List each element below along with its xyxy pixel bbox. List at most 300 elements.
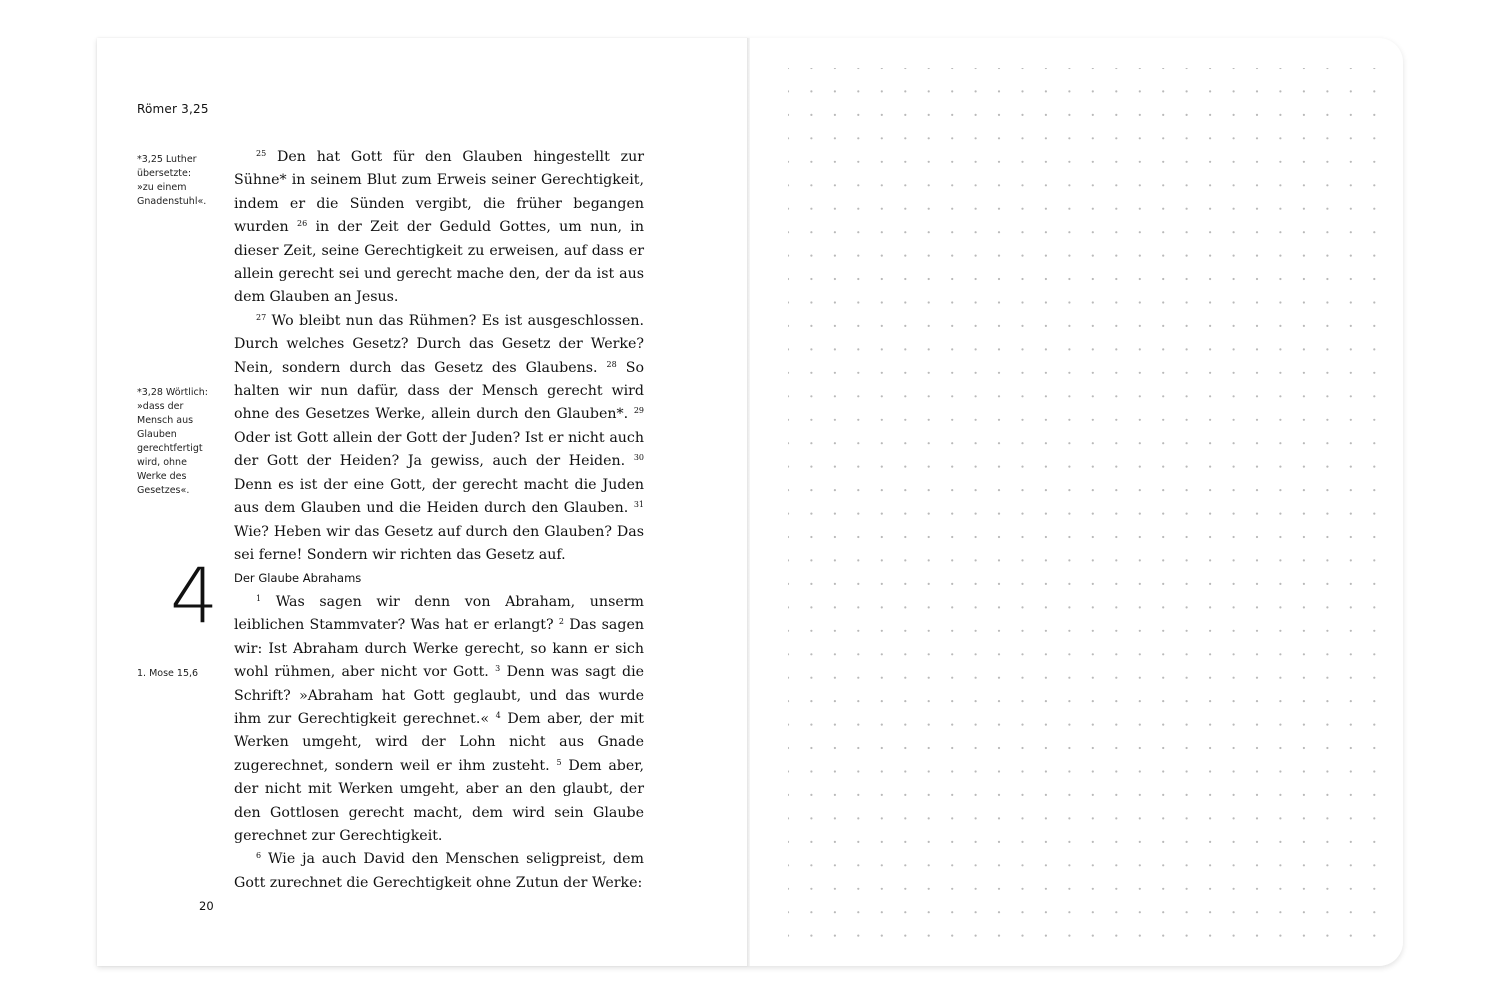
grid-dot: [1092, 606, 1094, 608]
grid-dot: [998, 536, 1000, 538]
grid-dot: [810, 137, 812, 139]
grid-dot: [810, 278, 812, 280]
grid-dot: [1021, 911, 1023, 913]
grid-dot: [1256, 255, 1258, 257]
grid-dot: [1068, 888, 1070, 890]
grid-dot: [1233, 348, 1235, 350]
grid-dot: [1021, 513, 1023, 515]
grid-dot: [1279, 630, 1281, 632]
grid-dot: [857, 770, 859, 772]
grid-dot: [1233, 208, 1235, 210]
grid-dot: [857, 395, 859, 397]
grid-dot: [975, 395, 977, 397]
grid-dot: [834, 559, 836, 561]
grid-dot: [928, 442, 930, 444]
grid-dot: [810, 536, 812, 538]
grid-dot: [1233, 90, 1235, 92]
grid-dot: [1092, 770, 1094, 772]
grid-dot: [904, 888, 906, 890]
grid-dot: [998, 911, 1000, 913]
grid-dot: [975, 372, 977, 374]
grid-dot: [1233, 137, 1235, 139]
grid-dot: [1303, 255, 1305, 257]
grid-dot: [1068, 184, 1070, 186]
grid-dot: [1326, 747, 1328, 749]
grid-dot: [788, 935, 789, 937]
grid-dot: [1209, 419, 1211, 421]
grid-dot: [1209, 513, 1211, 515]
grid-dot: [1162, 489, 1164, 491]
grid-dot: [928, 747, 930, 749]
grid-dot: [1233, 864, 1235, 866]
grid-dot: [1068, 348, 1070, 350]
grid-dot: [1139, 114, 1141, 116]
grid-dot: [1139, 90, 1141, 92]
grid-dot: [1350, 184, 1352, 186]
grid-dot: [1068, 653, 1070, 655]
grid-dot: [1021, 536, 1023, 538]
grid-dot: [834, 301, 836, 303]
grid-dot: [1045, 888, 1047, 890]
grid-dot: [1256, 700, 1258, 702]
grid-dot: [1209, 559, 1211, 561]
grid-dot: [810, 513, 812, 515]
grid-dot: [1092, 348, 1094, 350]
grid-dot: [1279, 888, 1281, 890]
grid-dot: [1021, 935, 1023, 937]
grid-dot: [1350, 114, 1352, 116]
running-head: Römer 3,25: [137, 102, 209, 116]
grid-dot: [1209, 442, 1211, 444]
grid-dot: [1233, 301, 1235, 303]
grid-dot: [881, 372, 883, 374]
grid-dot: [928, 559, 930, 561]
grid-dot: [1186, 677, 1188, 679]
grid-dot: [1162, 606, 1164, 608]
grid-dot: [881, 442, 883, 444]
grid-dot: [810, 161, 812, 163]
grid-dot: [1256, 325, 1258, 327]
grid-dot: [857, 817, 859, 819]
grid-dot: [951, 935, 953, 937]
grid-dot: [1021, 817, 1023, 819]
grid-dot: [1279, 770, 1281, 772]
grid-dot: [1139, 208, 1141, 210]
grid-dot: [1326, 888, 1328, 890]
grid-dot: [998, 208, 1000, 210]
grid-dot: [1045, 911, 1047, 913]
grid-dot: [1068, 208, 1070, 210]
grid-dot: [1350, 677, 1352, 679]
grid-dot: [998, 184, 1000, 186]
grid-dot: [834, 700, 836, 702]
grid-dot: [1209, 864, 1211, 866]
grid-dot: [1256, 583, 1258, 585]
grid-dot: [881, 559, 883, 561]
grid-dot: [1115, 677, 1117, 679]
grid-dot: [1162, 395, 1164, 397]
grid-dot: [834, 677, 836, 679]
grid-dot: [810, 653, 812, 655]
grid-dot: [904, 68, 906, 69]
grid-dot: [1021, 442, 1023, 444]
grid-dot: [998, 864, 1000, 866]
grid-dot: [1373, 90, 1375, 92]
grid-dot: [1021, 677, 1023, 679]
grid-dot: [1068, 606, 1070, 608]
grid-dot: [1256, 770, 1258, 772]
grid-dot: [904, 559, 906, 561]
grid-dot: [788, 325, 789, 327]
grid-dot: [1209, 301, 1211, 303]
grid-dot: [1162, 90, 1164, 92]
grid-dot: [975, 161, 977, 163]
grid-dot: [857, 841, 859, 843]
grid-dot: [1350, 583, 1352, 585]
grid-dot: [1092, 231, 1094, 233]
grid-dot: [857, 325, 859, 327]
grid-dot: [1045, 301, 1047, 303]
verse-text: So halten wir nun dafür, dass der Mensch gerecht wird ohne des Gesetzes Werke, allein durch den Glauben*.: [234, 359, 644, 423]
grid-dot: [1068, 114, 1070, 116]
grid-dot: [857, 583, 859, 585]
grid-dot: [1279, 935, 1281, 937]
grid-dot: [1256, 864, 1258, 866]
grid-dot: [1350, 348, 1352, 350]
paragraph: [234, 310, 644, 567]
grid-dot: [975, 677, 977, 679]
grid-dot: [810, 442, 812, 444]
grid-dot: [1233, 278, 1235, 280]
grid-dot: [857, 653, 859, 655]
grid-dot: [1256, 68, 1258, 69]
grid-dot: [810, 606, 812, 608]
grid-dot: [1068, 255, 1070, 257]
grid-dot: [1045, 466, 1047, 468]
grid-dot: [1139, 395, 1141, 397]
grid-dot: [928, 677, 930, 679]
footnote-3-28: *3,28 Wörtlich: »dass der Mensch aus Glauben gerechtfertigt wird, ohne Werke des Gesetzes«.: [137, 387, 208, 496]
verse-text: Oder ist Gott allein der Gott der Juden? Ist er nicht auch der Gott der Heiden? Ja gewiss, auch der Heiden.: [234, 429, 644, 470]
grid-dot: [788, 114, 789, 116]
grid-dot: [1209, 161, 1211, 163]
grid-dot: [1115, 419, 1117, 421]
grid-dot: [810, 325, 812, 327]
grid-dot: [1162, 68, 1164, 69]
grid-dot: [788, 395, 789, 397]
grid-dot: [1256, 841, 1258, 843]
grid-dot: [1092, 536, 1094, 538]
grid-dot: [1326, 653, 1328, 655]
grid-dot: [1115, 700, 1117, 702]
grid-dot: [1186, 208, 1188, 210]
grid-dot: [904, 653, 906, 655]
grid-dot: [998, 161, 1000, 163]
grid-dot: [1186, 817, 1188, 819]
grid-dot: [1303, 817, 1305, 819]
grid-dot: [1139, 630, 1141, 632]
grid-dot: [1373, 68, 1375, 69]
grid-dot: [1068, 161, 1070, 163]
grid-dot: [857, 278, 859, 280]
grid-dot: [1233, 395, 1235, 397]
grid-dot: [810, 817, 812, 819]
grid-dot: [810, 841, 812, 843]
grid-dot: [1326, 372, 1328, 374]
grid-dot: [1162, 161, 1164, 163]
grid-dot: [904, 677, 906, 679]
grid-dot: [1186, 255, 1188, 257]
grid-dot: [1350, 137, 1352, 139]
grid-dot: [1279, 583, 1281, 585]
grid-dot: [1068, 395, 1070, 397]
grid-dot: [951, 442, 953, 444]
grid-dot: [857, 677, 859, 679]
grid-dot: [834, 536, 836, 538]
grid-dot: [1162, 700, 1164, 702]
grid-dot: [1373, 231, 1375, 233]
grid-dot: [904, 255, 906, 257]
grid-dot: [951, 770, 953, 772]
grid-dot: [1233, 747, 1235, 749]
grid-dot: [1373, 770, 1375, 772]
grid-dot: [998, 442, 1000, 444]
grid-dot: [1350, 419, 1352, 421]
grid-dot: [1373, 325, 1375, 327]
cross-reference: 1. Mose 15,6: [137, 668, 199, 679]
grid-dot: [1092, 325, 1094, 327]
grid-dot: [1233, 114, 1235, 116]
grid-dot: [1068, 442, 1070, 444]
grid-dot: [1092, 630, 1094, 632]
grid-dot: [1068, 325, 1070, 327]
grid-dot: [857, 161, 859, 163]
grid-dot: [1373, 348, 1375, 350]
grid-dot: [810, 911, 812, 913]
grid-dot: [1326, 559, 1328, 561]
grid-dot: [1233, 161, 1235, 163]
grid-dot: [834, 794, 836, 796]
grid-dot: [1115, 255, 1117, 257]
grid-dot: [1068, 419, 1070, 421]
grid-dot: [1233, 466, 1235, 468]
grid-dot: [1092, 90, 1094, 92]
grid-dot: [1209, 325, 1211, 327]
grid-dot: [1186, 114, 1188, 116]
grid-dot: [1162, 583, 1164, 585]
grid-dot: [1373, 161, 1375, 163]
grid-dot: [1186, 559, 1188, 561]
page-number: 20: [199, 899, 214, 913]
grid-dot: [1092, 677, 1094, 679]
grid-dot: [951, 724, 953, 726]
grid-dot: [1209, 653, 1211, 655]
grid-dot: [1115, 114, 1117, 116]
grid-dot: [1233, 630, 1235, 632]
grid-dot: [1068, 864, 1070, 866]
grid-dot: [1092, 489, 1094, 491]
verse-text: Den hat Gott für den Glauben hingestellt zur Sühne* in seinem Blut zum Erweis seiner Gerechtigkeit, indem er die Sünden vergibt, die früher begangen wurden: [234, 149, 644, 236]
grid-dot: [1303, 630, 1305, 632]
grid-dot: [1115, 864, 1117, 866]
grid-dot: [1021, 489, 1023, 491]
grid-dot: [1233, 536, 1235, 538]
grid-dot: [1186, 372, 1188, 374]
grid-dot: [928, 255, 930, 257]
grid-dot: [1209, 395, 1211, 397]
grid-dot: [810, 747, 812, 749]
grid-dot: [1373, 208, 1375, 210]
grid-dot: [1256, 817, 1258, 819]
grid-dot: [1068, 770, 1070, 772]
grid-dot: [881, 888, 883, 890]
grid-dot: [1373, 677, 1375, 679]
grid-dot: [928, 606, 930, 608]
grid-dot: [881, 770, 883, 772]
grid-dot: [1092, 888, 1094, 890]
grid-dot: [904, 325, 906, 327]
grid-dot: [1139, 348, 1141, 350]
grid-dot: [1139, 606, 1141, 608]
grid-dot: [975, 841, 977, 843]
grid-dot: [1373, 747, 1375, 749]
grid-dot: [1092, 724, 1094, 726]
grid-dot: [1045, 161, 1047, 163]
grid-dot: [1139, 489, 1141, 491]
grid-dot: [881, 630, 883, 632]
grid-dot: [1068, 513, 1070, 515]
grid-dot: [1186, 184, 1188, 186]
grid-dot: [1068, 583, 1070, 585]
grid-dot: [1115, 559, 1117, 561]
grid-dot: [951, 747, 953, 749]
grid-dot: [1021, 184, 1023, 186]
verse-text: Wie ja auch David den Menschen seligpreist, dem Gott zurechnet die Gerechtigkeit ohne Zutun der Werke:: [234, 851, 644, 891]
grid-dot: [1373, 301, 1375, 303]
grid-dot: [1373, 419, 1375, 421]
grid-dot: [1092, 419, 1094, 421]
grid-dot: [1256, 677, 1258, 679]
grid-dot: [1209, 489, 1211, 491]
grid-dot: [1139, 513, 1141, 515]
verse-text: Dem aber, der mit Werken umgeht, wird der Lohn nicht aus Gnade zugerechnet, sondern weil er ihm zusteht.: [234, 711, 644, 774]
grid-dot: [881, 419, 883, 421]
grid-dot: [810, 770, 812, 772]
grid-dot: [1139, 255, 1141, 257]
grid-dot: [1326, 161, 1328, 163]
grid-dot: [1115, 770, 1117, 772]
grid-dot: [857, 348, 859, 350]
grid-dot: [904, 630, 906, 632]
grid-dot: [904, 747, 906, 749]
grid-dot: [1021, 419, 1023, 421]
grid-dot: [881, 348, 883, 350]
grid-dot: [1209, 841, 1211, 843]
grid-dot: [975, 888, 977, 890]
grid-dot: [951, 68, 953, 69]
grid-dot: [928, 278, 930, 280]
grid-dot: [1162, 911, 1164, 913]
grid-dot: [1233, 255, 1235, 257]
grid-dot: [1162, 184, 1164, 186]
grid-dot: [881, 90, 883, 92]
grid-dot: [1350, 841, 1352, 843]
grid-dot: [1256, 442, 1258, 444]
grid-dot: [998, 137, 1000, 139]
grid-dot: [975, 466, 977, 468]
grid-dot: [834, 348, 836, 350]
grid-dot: [928, 770, 930, 772]
grid-dot: [928, 184, 930, 186]
grid-dot: [834, 90, 836, 92]
grid-dot: [951, 419, 953, 421]
grid-dot: [788, 68, 789, 69]
grid-dot: [1139, 700, 1141, 702]
grid-dot: [788, 137, 789, 139]
grid-dot: [1162, 114, 1164, 116]
grid-dot: [1279, 231, 1281, 233]
grid-dot: [1373, 583, 1375, 585]
grid-dot: [1303, 372, 1305, 374]
grid-dot: [998, 559, 1000, 561]
grid-dot: [1233, 817, 1235, 819]
grid-dot: [1209, 770, 1211, 772]
grid-dot: [1068, 559, 1070, 561]
grid-dot: [1045, 559, 1047, 561]
grid-dot: [1186, 583, 1188, 585]
grid-dot: [1303, 231, 1305, 233]
grid-dot: [1045, 231, 1047, 233]
grid-dot: [1115, 395, 1117, 397]
grid-dot: [881, 653, 883, 655]
grid-dot: [1350, 161, 1352, 163]
grid-dot: [857, 208, 859, 210]
grid-dot: [1303, 161, 1305, 163]
grid-dot: [1045, 489, 1047, 491]
grid-dot: [881, 466, 883, 468]
grid-dot: [1162, 513, 1164, 515]
grid-dot: [1068, 489, 1070, 491]
grid-dot: [881, 747, 883, 749]
grid-dot: [810, 419, 812, 421]
grid-dot: [1350, 559, 1352, 561]
grid-dot: [1092, 301, 1094, 303]
grid-dot: [1045, 137, 1047, 139]
grid-dot: [951, 90, 953, 92]
grid-dot: [1115, 278, 1117, 280]
grid-dot: [1303, 208, 1305, 210]
grid-dot: [1256, 137, 1258, 139]
grid-dot: [1139, 841, 1141, 843]
grid-dot: [1162, 888, 1164, 890]
grid-dot: [998, 114, 1000, 116]
grid-dot: [881, 864, 883, 866]
verse-number: 4: [495, 711, 501, 721]
grid-dot: [1373, 630, 1375, 632]
grid-dot: [1186, 278, 1188, 280]
grid-dot: [1279, 841, 1281, 843]
grid-dot: [1209, 114, 1211, 116]
grid-dot: [998, 513, 1000, 515]
grid-dot: [1209, 231, 1211, 233]
grid-dot: [1256, 653, 1258, 655]
grid-dot: [881, 935, 883, 937]
grid-dot: [1186, 841, 1188, 843]
grid-dot: [1092, 841, 1094, 843]
grid-dot: [1233, 325, 1235, 327]
grid-dot: [788, 583, 789, 585]
grid-dot: [1350, 700, 1352, 702]
